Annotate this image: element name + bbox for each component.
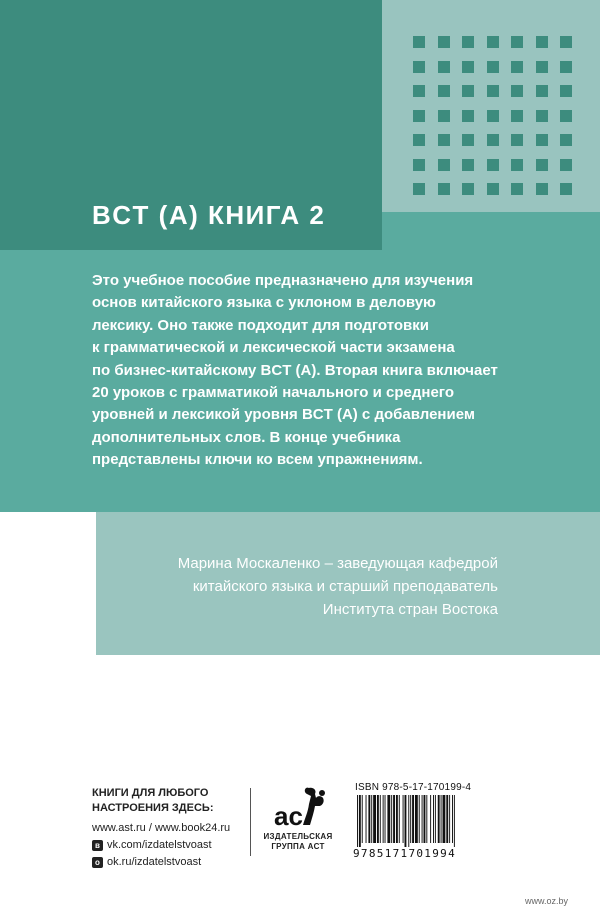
grid-square (487, 183, 499, 195)
barcode-bar (383, 795, 384, 843)
barcode-bar (430, 795, 431, 843)
vk-icon: в (92, 840, 103, 851)
description-line: Это учебное пособие предназначено для изучения (92, 272, 474, 289)
publisher-contacts (92, 786, 252, 871)
barcode-bar (438, 795, 440, 843)
ok-icon: о (92, 857, 103, 868)
publisher-caption (256, 832, 340, 852)
grid-square (560, 134, 572, 146)
barcode-bar (357, 795, 358, 847)
description-line: основ китайского языка с уклоном в деловую (92, 294, 436, 312)
barcode-bar (362, 795, 363, 843)
grid-square (536, 85, 548, 97)
grid-square (413, 61, 425, 73)
author-line: Института стран Востока (322, 601, 498, 618)
barcode-number: 9785171701994 (353, 847, 456, 860)
description-line: лексику. Оно также подходит для подготовки (92, 316, 429, 334)
barcode-bar (435, 795, 436, 843)
grid-square (536, 134, 548, 146)
vk-link[interactable] (92, 837, 252, 854)
grid-square (536, 110, 548, 122)
publisher-logo-block (256, 784, 340, 852)
description-block-background-top (382, 212, 600, 250)
barcode-block (351, 781, 499, 861)
grid-square (560, 85, 572, 97)
barcode-bar (443, 795, 446, 843)
barcode-bar (426, 795, 427, 843)
barcode-bar (449, 795, 450, 843)
publisher-caption-line: ГРУППА АСТ (271, 842, 325, 851)
barcode-bar (359, 795, 361, 847)
slogan (92, 786, 252, 816)
grid-square (536, 159, 548, 171)
barcode-bar (377, 795, 379, 843)
barcode-bar (385, 795, 386, 843)
isbn-number: ISBN 978-5-17-170199-4 (355, 782, 472, 793)
barcode-bar (391, 795, 392, 843)
barcode-bar (433, 795, 434, 843)
barcode-bar (368, 795, 370, 843)
description-line: представлены ключи ко всем упражнениям. (92, 451, 423, 469)
ok-link-text: ok.ru/izdatelstvoast (107, 856, 202, 868)
vk-link-text: vk.com/izdatelstvoast (107, 839, 212, 851)
slogan-line: НАСТРОЕНИЯ ЗДЕСЬ: (92, 802, 214, 814)
grid-square (560, 61, 572, 73)
barcode-bar (399, 795, 400, 843)
grid-square (536, 36, 548, 48)
grid-square (438, 134, 450, 146)
grid-square (413, 159, 425, 171)
publisher-caption-line: ИЗДАТЕЛЬСКАЯ (263, 832, 333, 841)
grid-square (560, 36, 572, 48)
ok-link[interactable] (92, 854, 252, 871)
footer-divider (250, 788, 251, 856)
description-line: к грамматической и лексической части экзамена (92, 339, 455, 357)
barcode-bar (393, 795, 395, 843)
grid-square (487, 159, 499, 171)
grid-square (560, 183, 572, 195)
grid-square (462, 36, 474, 48)
grid-square (511, 110, 523, 122)
grid-square (413, 134, 425, 146)
grid-square (438, 183, 450, 195)
description-line: по бизнес-китайскому BCT (A). Вторая книга включает (92, 361, 498, 379)
barcode-bar (424, 795, 426, 843)
barcode-bar (408, 795, 409, 847)
barcode-bar (405, 795, 407, 847)
barcode-bar (396, 795, 398, 843)
grid-square (511, 159, 523, 171)
barcode-image (355, 795, 497, 847)
barcode-bar (403, 795, 404, 843)
author-line: Марина Москаленко – заведующая кафедрой (177, 555, 498, 572)
grid-square (413, 183, 425, 195)
grid-square (560, 110, 572, 122)
websites-link[interactable]: www.ast.ru / www.book24.ru (92, 822, 231, 834)
grid-square (462, 110, 474, 122)
grid-square (487, 110, 499, 122)
grid-square (438, 36, 450, 48)
slogan-line: КНИГИ ДЛЯ ЛЮБОГО (92, 787, 209, 799)
square-grid-pattern (413, 36, 577, 194)
barcode-bar (410, 795, 411, 843)
grid-square (536, 61, 548, 73)
grid-square (462, 159, 474, 171)
author-info (130, 552, 498, 621)
grid-square (462, 61, 474, 73)
author-line: китайского языка и старший преподаватель (192, 578, 498, 595)
book-title: BCT (A) КНИГА 2 (92, 200, 326, 230)
barcode-bar (373, 795, 376, 843)
barcode-bar (415, 795, 418, 843)
description-line: 20 уроков с грамматикой начального и среднего (92, 384, 455, 402)
ast-logo-icon (265, 784, 331, 828)
grid-square (413, 85, 425, 97)
grid-square (511, 36, 523, 48)
barcode-bar (371, 795, 372, 843)
book-description (92, 270, 532, 472)
barcode-bar (441, 795, 442, 843)
barcode-bar (387, 795, 390, 843)
grid-square (511, 85, 523, 97)
grid-square (438, 110, 450, 122)
grid-square (560, 159, 572, 171)
grid-square (462, 183, 474, 195)
grid-square (462, 85, 474, 97)
grid-square (511, 61, 523, 73)
grid-square (413, 36, 425, 48)
barcode-bar (380, 795, 381, 843)
grid-square (511, 134, 523, 146)
grid-square (487, 85, 499, 97)
barcode-bar (454, 795, 455, 847)
barcode-bar (446, 795, 448, 843)
watermark: www.oz.by (525, 896, 569, 906)
grid-square (511, 183, 523, 195)
barcode-bar (419, 795, 420, 843)
barcode-bar (366, 795, 367, 843)
grid-square (536, 183, 548, 195)
barcode-bar (422, 795, 423, 843)
svg-text:ас: ас (274, 801, 303, 828)
grid-square (438, 85, 450, 97)
barcode-bar (412, 795, 414, 843)
grid-square (487, 36, 499, 48)
grid-square (413, 110, 425, 122)
description-line: дополнительных слов. В конце учебника (92, 428, 401, 446)
description-line: уровней и лексикой уровня BCT (A) с добавлением (92, 406, 475, 424)
grid-square (438, 61, 450, 73)
grid-square (487, 61, 499, 73)
barcode-bar (452, 795, 453, 843)
grid-square (438, 159, 450, 171)
grid-square (462, 134, 474, 146)
grid-square (487, 134, 499, 146)
